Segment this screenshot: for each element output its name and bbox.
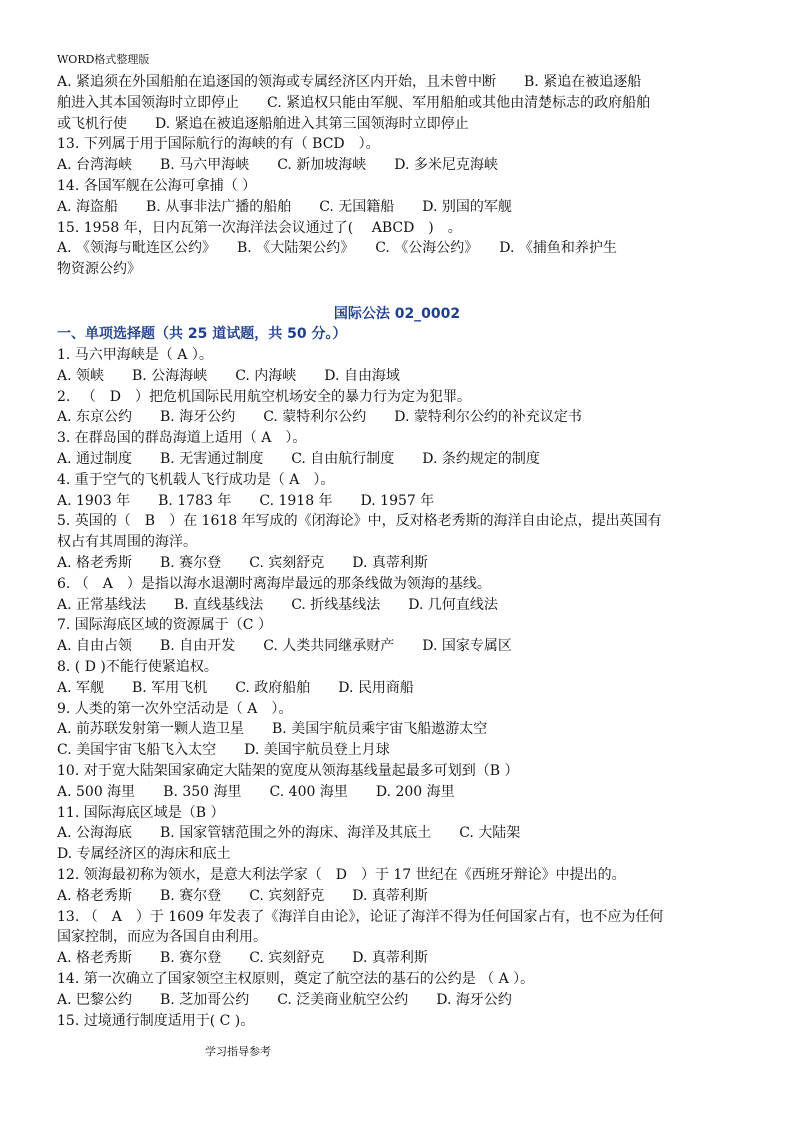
text-line: A. 正常基线法 B. 直线基线法 C. 折线基线法 D. 几何直线法 [57, 596, 498, 613]
text-line: 物资源公约》 [57, 261, 141, 278]
text-line: A. 海盗船 B. 从事非法广播的船舶 C. 无国籍船 D. 别国的军舰 [57, 198, 512, 215]
text-line: A. 巴黎公约 B. 芝加哥公约 C. 泛美商业航空公约 D. 海牙公约 [57, 991, 512, 1008]
text-line: A. 格老秀斯 B. 赛尔登 C. 宾刻舒克 D. 真蒂利斯 [57, 887, 428, 904]
text-line: D. 专属经济区的海床和底土 [57, 846, 231, 863]
text-line: 13. （ A ）于 1609 年发表了《海洋自由论》，论证了海洋不得为任何国家占有，也不应为任何 [57, 908, 664, 925]
text-line: A. 军舰 B. 军用飞机 C. 政府船舶 D. 民用商船 [57, 679, 414, 696]
text-line: A. 通过制度 B. 无害通过制度 C. 自由航行制度 D. 条约规定的制度 [57, 450, 540, 467]
text-line: 8. ( D )不能行使紧追权。 [57, 658, 218, 675]
text-line: 5. 英国的（ B ）在 1618 年写成的《闭海论》中，反对格老秀斯的海洋自由论点，提出英国有 [57, 513, 662, 530]
text-line: A. 格老秀斯 B. 赛尔登 C. 宾刻舒克 D. 真蒂利斯 [57, 554, 428, 571]
text-line: A. 台湾海峡 B. 马六甲海峡 C. 新加坡海峡 D. 多米尼克海峡 [57, 157, 498, 174]
text-line: 15. 1958 年，日内瓦第一次海洋法会议通过了( ABCD ) 。 [57, 219, 462, 236]
text-line: 权占有其周围的海洋。 [57, 534, 197, 551]
text-line: A. 《领海与毗连区公约》 B. 《大陆架公约》 C. 《公海公约》 D. 《捕鱼和养护生 [57, 240, 617, 257]
text-line: 3. 在群岛国的群岛海道上适用（ A ）。 [57, 430, 307, 447]
text-line: 6. （ A ）是指以海水退潮时离海岸最远的那条线做为领海的基线。 [57, 575, 491, 592]
exam-title: 国际公法 02_0002 [333, 306, 461, 322]
text-line: A. 1903 年 B. 1783 年 C. 1918 年 D. 1957 年 [57, 492, 435, 509]
text-line: 14. 各国军舰在公海可拿捕（ ） [57, 177, 257, 194]
text-line: 4. 重于空气的飞机载人飞行成功是（ A ）。 [57, 471, 335, 488]
section-heading: 一、单项选择题（共 25 道试题，共 50 分。） [57, 326, 347, 342]
header-note: WORD格式整理版 [57, 53, 150, 66]
text-line: 14. 第一次确立了国家领空主权原则，奠定了航空法的基石的公约是 （ A ）。 [57, 970, 535, 987]
text-line: A. 公海海底 B. 国家管辖范围之外的海床、海洋及其底土 C. 大陆架 [57, 825, 521, 842]
text-line: 12. 领海最初称为领水，是意大利法学家（ D ）于 17 世纪在《西班牙辩论》中提出的。 [57, 866, 626, 883]
text-line: A. 格老秀斯 B. 赛尔登 C. 宾刻舒克 D. 真蒂利斯 [57, 950, 428, 967]
text-line: A. 领峡 B. 公海海峡 C. 内海峡 D. 自由海域 [57, 367, 400, 384]
question-list [57, 345, 747, 1031]
previous-questions [57, 72, 747, 280]
text-line: A. 东京公约 B. 海牙公约 C. 蒙特利尔公约 D. 蒙特利尔公约的补充议定书 [57, 409, 582, 426]
text-line: 7. 国际海底区域的资源属于（C ） [57, 617, 272, 634]
text-line: A. 500 海里 B. 350 海里 C. 400 海里 D. 200 海里 [57, 783, 455, 800]
text-line: 舶进入其本国领海时立即停止 C. 紧追权只能由军舰、军用船舶或其他由清楚标志的政府船舶 [57, 94, 651, 111]
text-line: 或飞机行使 D. 紧追在被追逐船舶进入其第三国领海时立即停止 [57, 115, 469, 132]
text-line: C. 美国宇宙飞船飞入太空 D. 美国宇航员登上月球 [57, 742, 390, 759]
text-line: 15. 过境通行制度适用于( C )。 [57, 1012, 255, 1029]
text-line: 1. 马六甲海峡是（ A ）。 [57, 347, 213, 363]
text-line: 10. 对于宽大陆架国家确定大陆架的宽度从领海基线量起最多可划到（B ） [57, 762, 519, 779]
text-line: A. 自由占领 B. 自由开发 C. 人类共同继承财产 D. 国家专属区 [57, 638, 512, 655]
text-line: A. 紧追须在外国船舶在追逐国的领海或专属经济区内开始，且未曾中断 B. 紧追在被追逐船 [57, 74, 642, 90]
text-line: 国家控制，而应为各国自由利用。 [57, 929, 267, 946]
footer-note: 学习指导参考 [205, 1045, 271, 1058]
text-line: 9. 人类的第一次外空活动是（ A ）。 [57, 700, 293, 717]
text-line: 2. （ D ）把危机国际民用航空机场安全的暴力行为定为犯罪。 [57, 388, 472, 405]
text-line: 11. 国际海底区域是（B ） [57, 804, 225, 821]
text-line: 13. 下列属于用于国际航行的海峡的有（ BCD ）。 [57, 136, 380, 153]
text-line: A. 前苏联发射第一颗人造卫星 B. 美国宇航员乘宇宙飞船遨游太空 [57, 721, 488, 738]
